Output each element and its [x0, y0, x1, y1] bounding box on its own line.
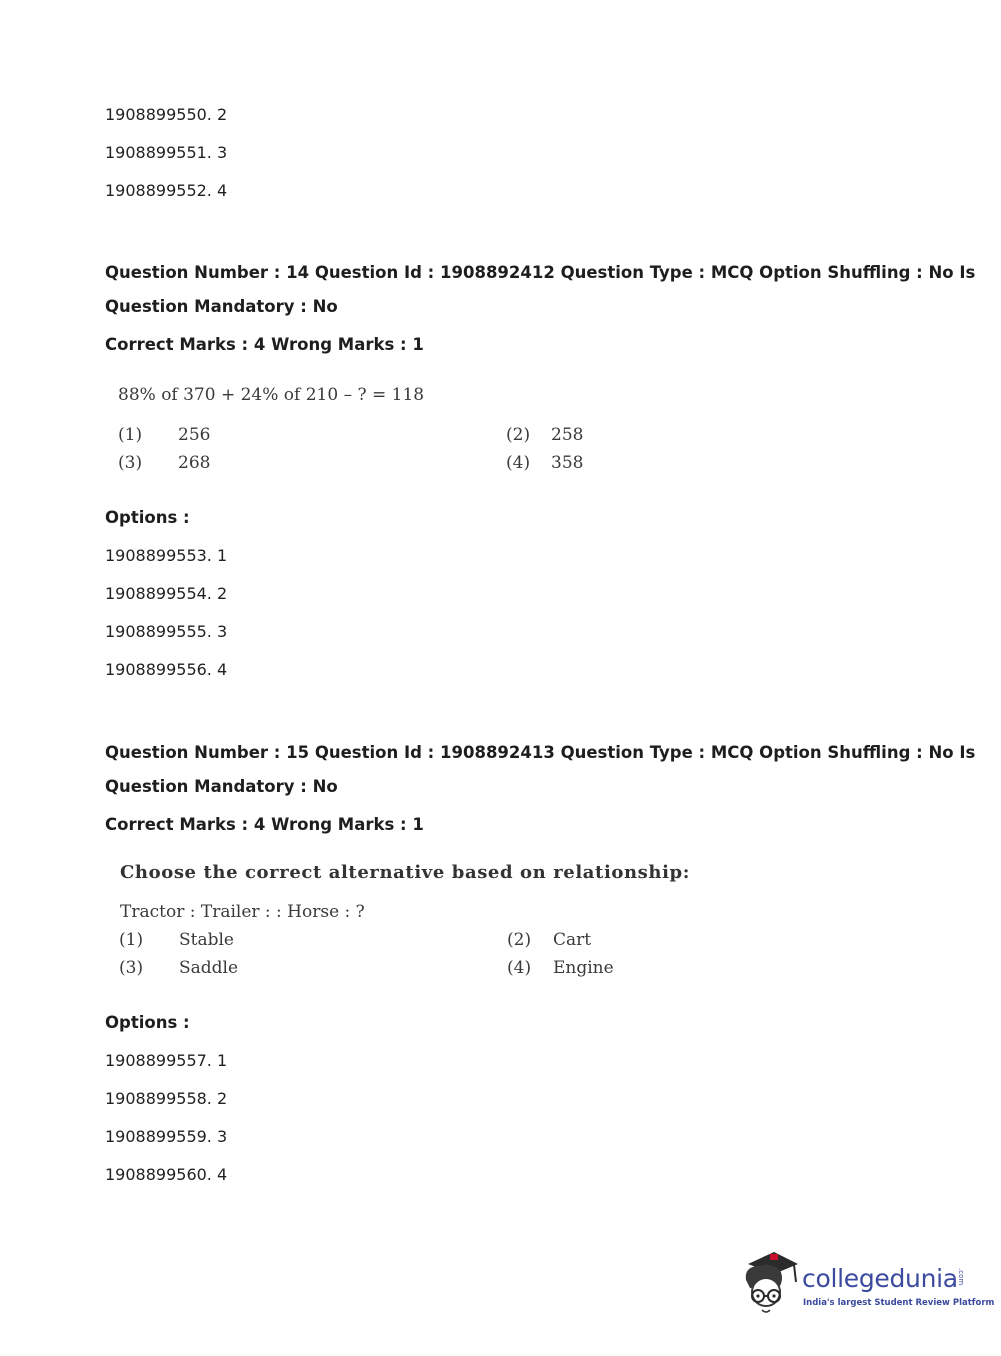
option-line: 1908899550. 2 [105, 105, 228, 124]
question-14-text: 88% of 370 + 24% of 210 – ? = 118 [118, 385, 425, 405]
choice-text: 256 [178, 425, 211, 445]
student-mascot-icon [740, 1248, 800, 1320]
option-line: 1908899556. 4 [105, 660, 228, 679]
brand-tagline: India's largest Student Review Platform [803, 1298, 995, 1308]
option-line: 1908899551. 3 [105, 143, 228, 162]
option-line: 1908899555. 3 [105, 622, 228, 641]
option-line: 1908899552. 4 [105, 181, 228, 200]
question-15-header: Question Number : 15 Question Id : 1908892413 Question Type : MCQ Option Shuffling : No Is [105, 743, 976, 762]
brand-name: collegedunia [802, 1264, 958, 1293]
choice-text: 258 [551, 425, 584, 445]
choice-number: (3) [118, 453, 143, 473]
question-14-header: Question Number : 14 Question Id : 1908892412 Question Type : MCQ Option Shuffling : No Is [105, 263, 976, 282]
options-label: Options : [105, 508, 190, 527]
choice-number: (1) [118, 425, 143, 445]
choice-text: Engine [553, 958, 614, 978]
choice-text: 358 [551, 453, 584, 473]
question-15-mandatory: Question Mandatory : No [105, 777, 338, 796]
question-15-marks: Correct Marks : 4 Wrong Marks : 1 [105, 815, 424, 834]
choice-number: (3) [119, 958, 144, 978]
brand-suffix: .com [957, 1268, 965, 1286]
question-15-instruction: Choose the correct alternative based on relationship: [120, 862, 690, 883]
option-line: 1908899558. 2 [105, 1089, 228, 1108]
option-line: 1908899553. 1 [105, 546, 228, 565]
choice-number: (2) [506, 425, 531, 445]
choice-text: 268 [178, 453, 211, 473]
choice-text: Stable [179, 930, 234, 950]
choice-text: Cart [553, 930, 592, 950]
option-line: 1908899560. 4 [105, 1165, 228, 1184]
choice-text: Saddle [179, 958, 239, 978]
option-line: 1908899557. 1 [105, 1051, 228, 1070]
choice-number: (4) [506, 453, 531, 473]
options-label: Options : [105, 1013, 190, 1032]
choice-number: (4) [507, 958, 532, 978]
choice-number: (1) [119, 930, 144, 950]
option-line: 1908899559. 3 [105, 1127, 228, 1146]
option-line: 1908899554. 2 [105, 584, 228, 603]
question-15-text: Tractor : Trailer : : Horse : ? [120, 902, 365, 922]
question-14-marks: Correct Marks : 4 Wrong Marks : 1 [105, 335, 424, 354]
choice-number: (2) [507, 930, 532, 950]
question-14-mandatory: Question Mandatory : No [105, 297, 338, 316]
